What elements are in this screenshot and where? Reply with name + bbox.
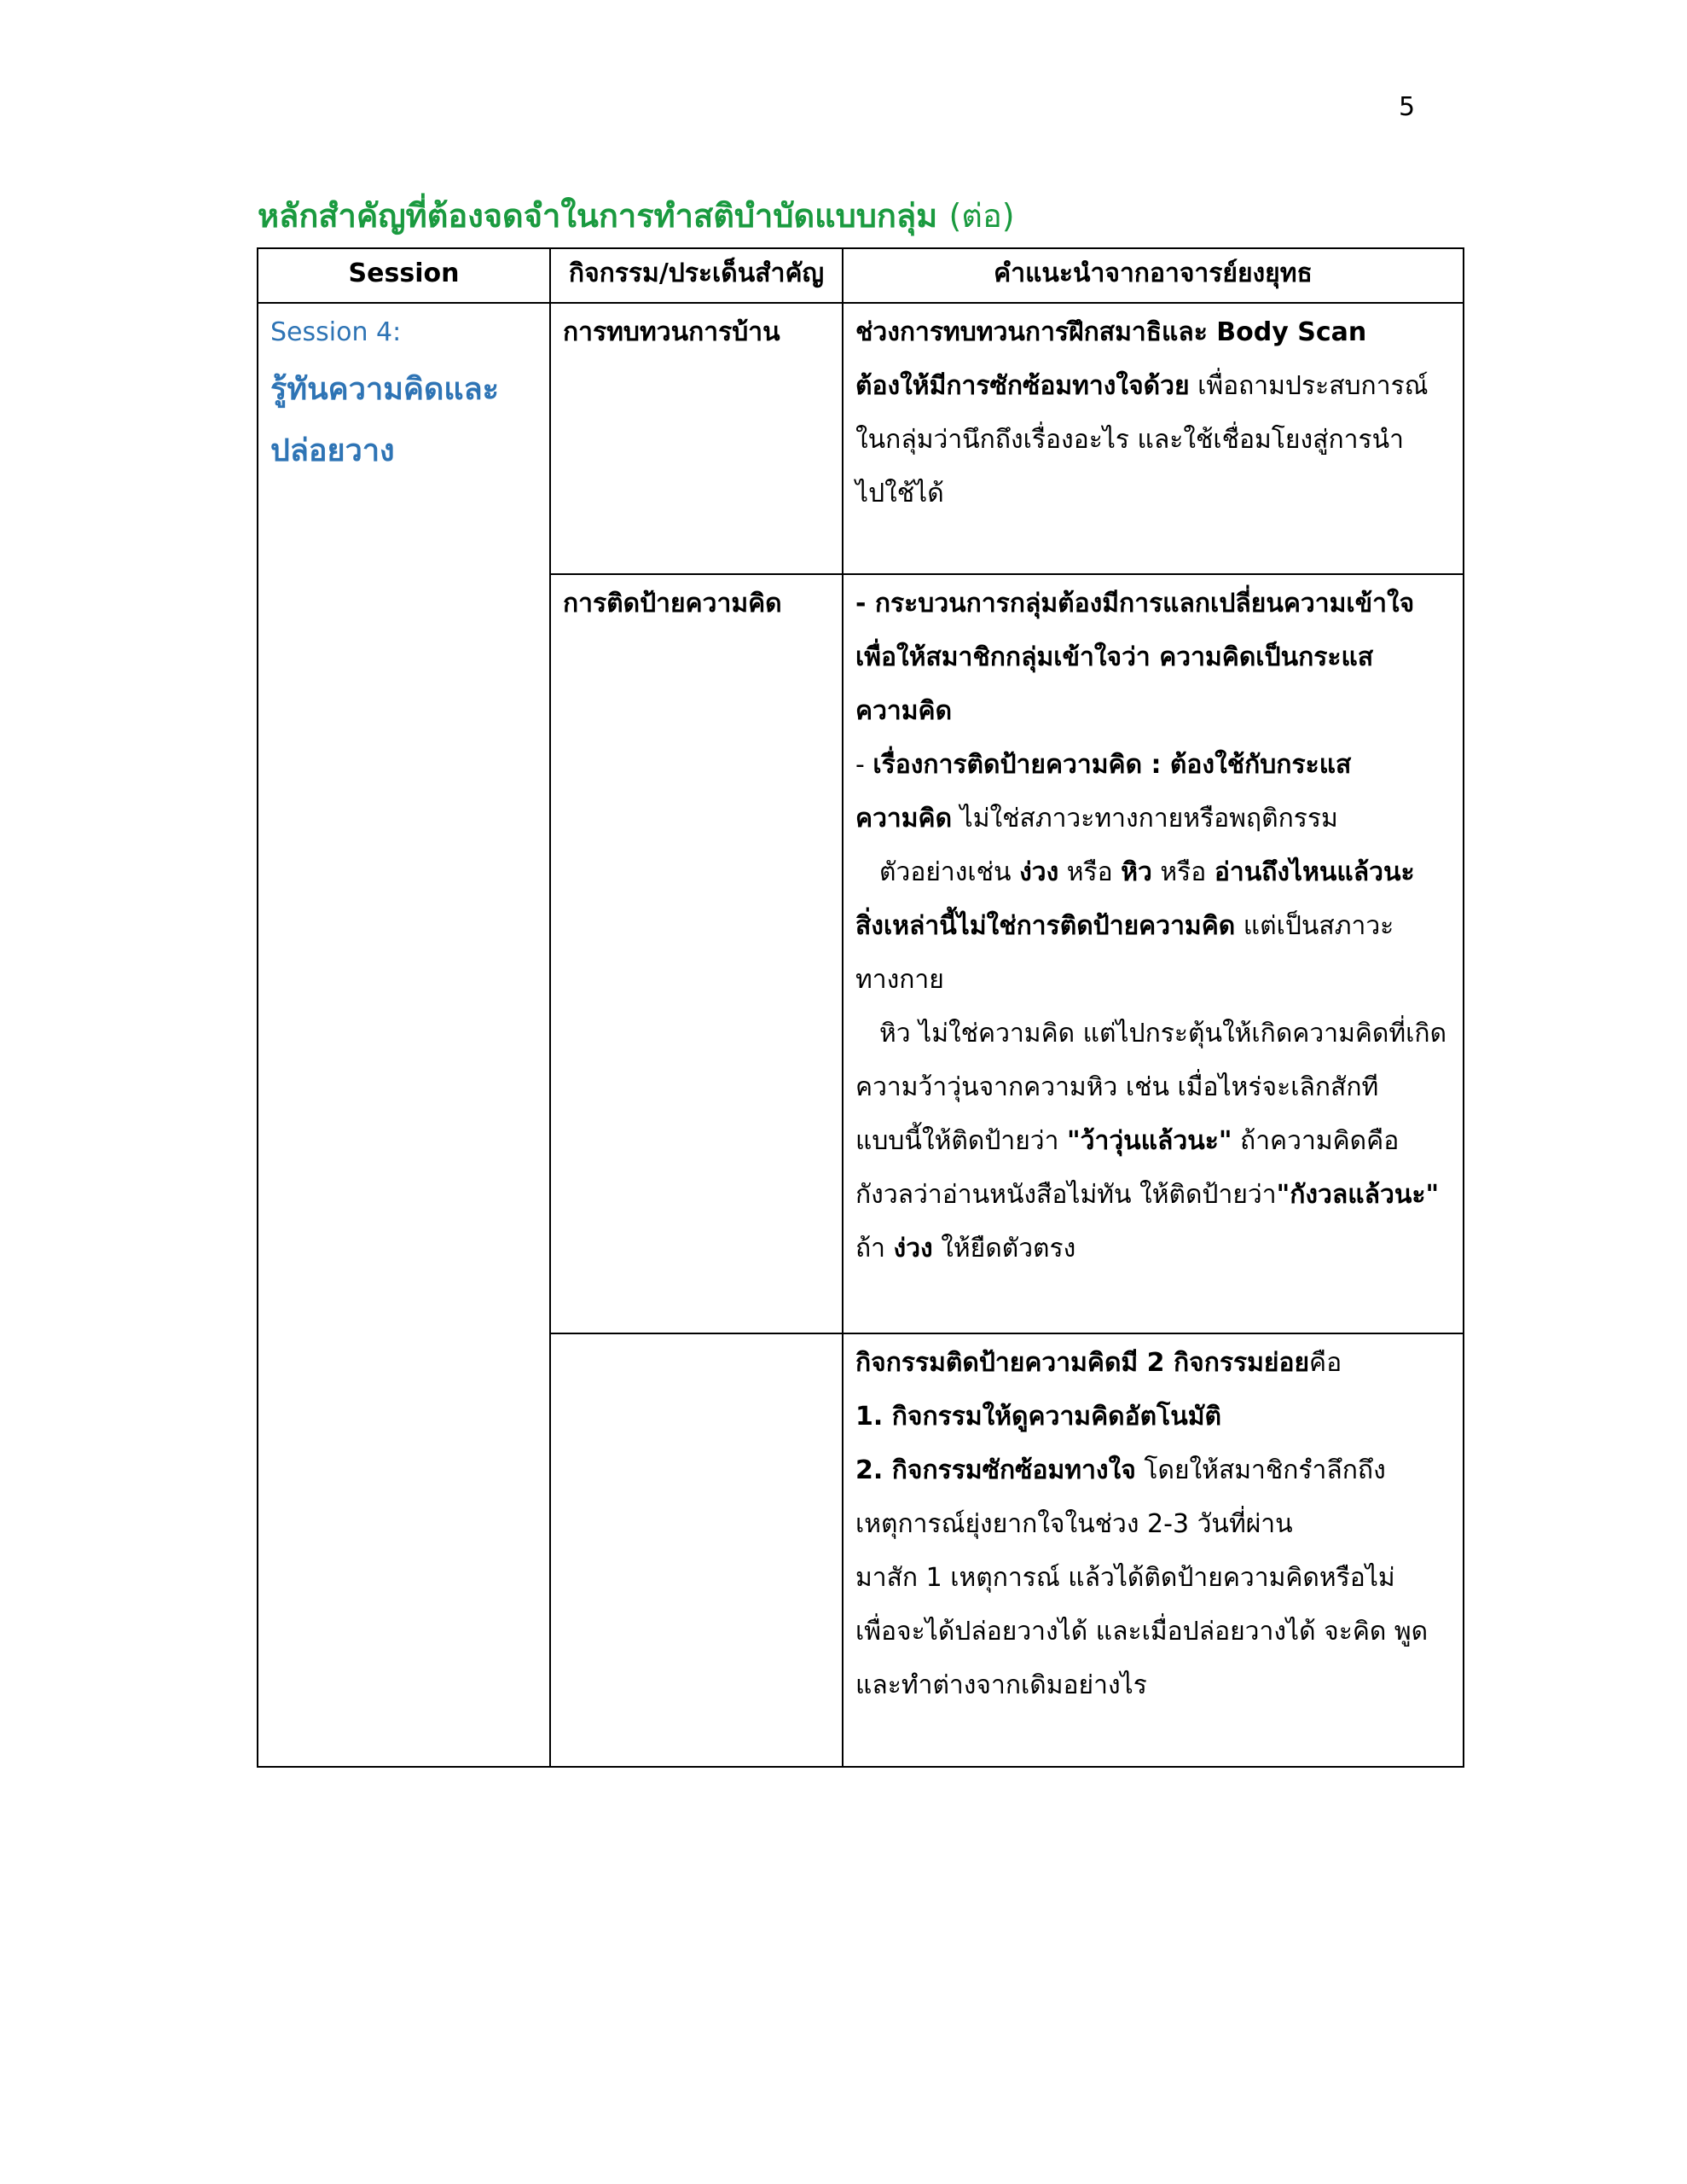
advice-bold-text: "กังวลแล้วนะ" <box>1276 1180 1440 1210</box>
advice-bold-text: เรื่องการติดป้ายความคิด : ต้องใช้กับกระแส <box>872 750 1352 780</box>
advice-thought-labeling <box>843 574 1464 1333</box>
advice-dash: - <box>855 750 873 780</box>
advice-bold-text: กิจกรรมติดป้ายความคิดมี 2 กิจกรรมย่อย <box>855 1348 1310 1378</box>
header-session: Session <box>258 248 550 303</box>
advice-line: เพื่อให้สมาชิกกลุ่มเข้าใจว่า ความคิดเป็นกระแส <box>855 642 1374 672</box>
header-activity: กิจกรรม/ประเด็นสำคัญ <box>550 248 843 303</box>
table-row <box>258 303 1464 574</box>
advice-bold-text: ง่วง <box>1019 857 1059 887</box>
activity-homework-review: การทบทวนการบ้าน <box>550 303 843 574</box>
title-continued: (ต่อ) <box>948 197 1015 235</box>
advice-bold-text: "ว้าวุ่นแล้วนะ" <box>1067 1126 1232 1156</box>
advice-text: คือ <box>1309 1348 1342 1378</box>
advice-line: - กระบวนการกลุ่มต้องมีการแลกเปลี่ยนความเข้าใจ <box>855 589 1415 619</box>
advice-line: หิว ไม่ใช่ความคิด แต่ไปกระตุ้นให้เกิดความคิดที่เกิด <box>879 1019 1447 1048</box>
advice-homework-review <box>843 303 1464 574</box>
advice-text: แต่เป็นสภาวะ <box>1235 911 1394 941</box>
page-title <box>258 189 1015 241</box>
advice-line: เพื่อจะได้ปล่อยวางได้ และเมื่อปล่อยวางได้ จะคิด พูด <box>855 1617 1429 1647</box>
advice-bold-text: หิว <box>1121 857 1152 887</box>
activity-thought-labeling: การติดป้ายความคิด <box>550 574 843 1333</box>
advice-text: ถ้าความคิดคือ <box>1232 1126 1400 1156</box>
header-advice: คำแนะนำจากอาจารย์ยงยุทธ <box>843 248 1464 303</box>
session-cell <box>258 303 550 1767</box>
session-title-line2: ปล่อยวาง <box>270 433 395 468</box>
advice-bold-text: ง่วง <box>893 1234 933 1263</box>
advice-line: มาสัก 1 เหตุการณ์ แล้วได้ติดป้ายความคิดหรือไม่ <box>855 1563 1395 1593</box>
advice-text: ให้ยืดตัวตรง <box>932 1234 1076 1263</box>
guidelines-table <box>257 247 1464 1768</box>
page-number: 5 <box>1399 92 1416 122</box>
advice-text: กังวลว่าอ่านหนังสือไม่ทัน ให้ติดป้ายว่า <box>855 1180 1277 1210</box>
advice-line: ช่วงการทบทวนการฝึกสมาธิและ Body Scan <box>855 317 1367 347</box>
advice-bold-text: สิ่งเหล่านี้ไม่ใช่การติดป้ายความคิด <box>855 911 1236 941</box>
session-number: Session 4: <box>270 317 402 347</box>
advice-text: เพื่อถามประสบการณ์ <box>1189 371 1429 401</box>
advice-line: ในกลุ่มว่านึกถึงเรื่องอะไร และใช้เชื่อมโยงสู่การนำ <box>855 425 1404 455</box>
table-header-row <box>258 248 1464 303</box>
advice-text: โดยให้สมาชิกรำลึกถึง <box>1135 1455 1386 1485</box>
advice-text: ไม่ใช่สภาวะทางกายหรือพฤติกรรม <box>952 804 1338 834</box>
advice-sub-activities <box>843 1333 1464 1767</box>
advice-line: และทำต่างจากเดิมอย่างไร <box>855 1670 1147 1700</box>
activity-empty <box>550 1333 843 1767</box>
advice-text: หรือ <box>1058 857 1122 887</box>
advice-text: แบบนี้ให้ติดป้ายว่า <box>855 1126 1068 1156</box>
advice-line: ความว้าวุ่นจากความหิว เช่น เมื่อไหร่จะเลิกสักที <box>855 1072 1379 1102</box>
advice-bold-text: 2. กิจกรรมซักซ้อมทางใจ <box>855 1455 1136 1485</box>
session-title-line1: รู้ทันความคิดและ <box>270 372 499 407</box>
advice-bold-text: ความคิด <box>855 804 953 834</box>
title-main: หลักสำคัญที่ต้องจดจำในการทำสติบำบัดแบบกลุ่ม <box>258 197 938 235</box>
advice-line: ความคิด <box>855 696 953 726</box>
advice-line: ไปใช้ได้ <box>855 479 944 508</box>
advice-text: ถ้า <box>855 1234 894 1263</box>
advice-text: ตัวอย่างเช่น <box>879 857 1020 887</box>
advice-line: เหตุการณ์ยุ่งยากใจในช่วง 2-3 วันที่ผ่าน <box>855 1509 1293 1539</box>
advice-line: ทางกาย <box>855 965 944 995</box>
advice-line: 1. กิจกรรมให้ดูความคิดอัตโนมัติ <box>855 1402 1221 1432</box>
advice-text: หรือ <box>1151 857 1215 887</box>
advice-bold-text: อ่านถึงไหนแล้วนะ <box>1214 857 1415 887</box>
advice-bold-text: ต้องให้มีการซักซ้อมทางใจด้วย <box>855 371 1190 401</box>
